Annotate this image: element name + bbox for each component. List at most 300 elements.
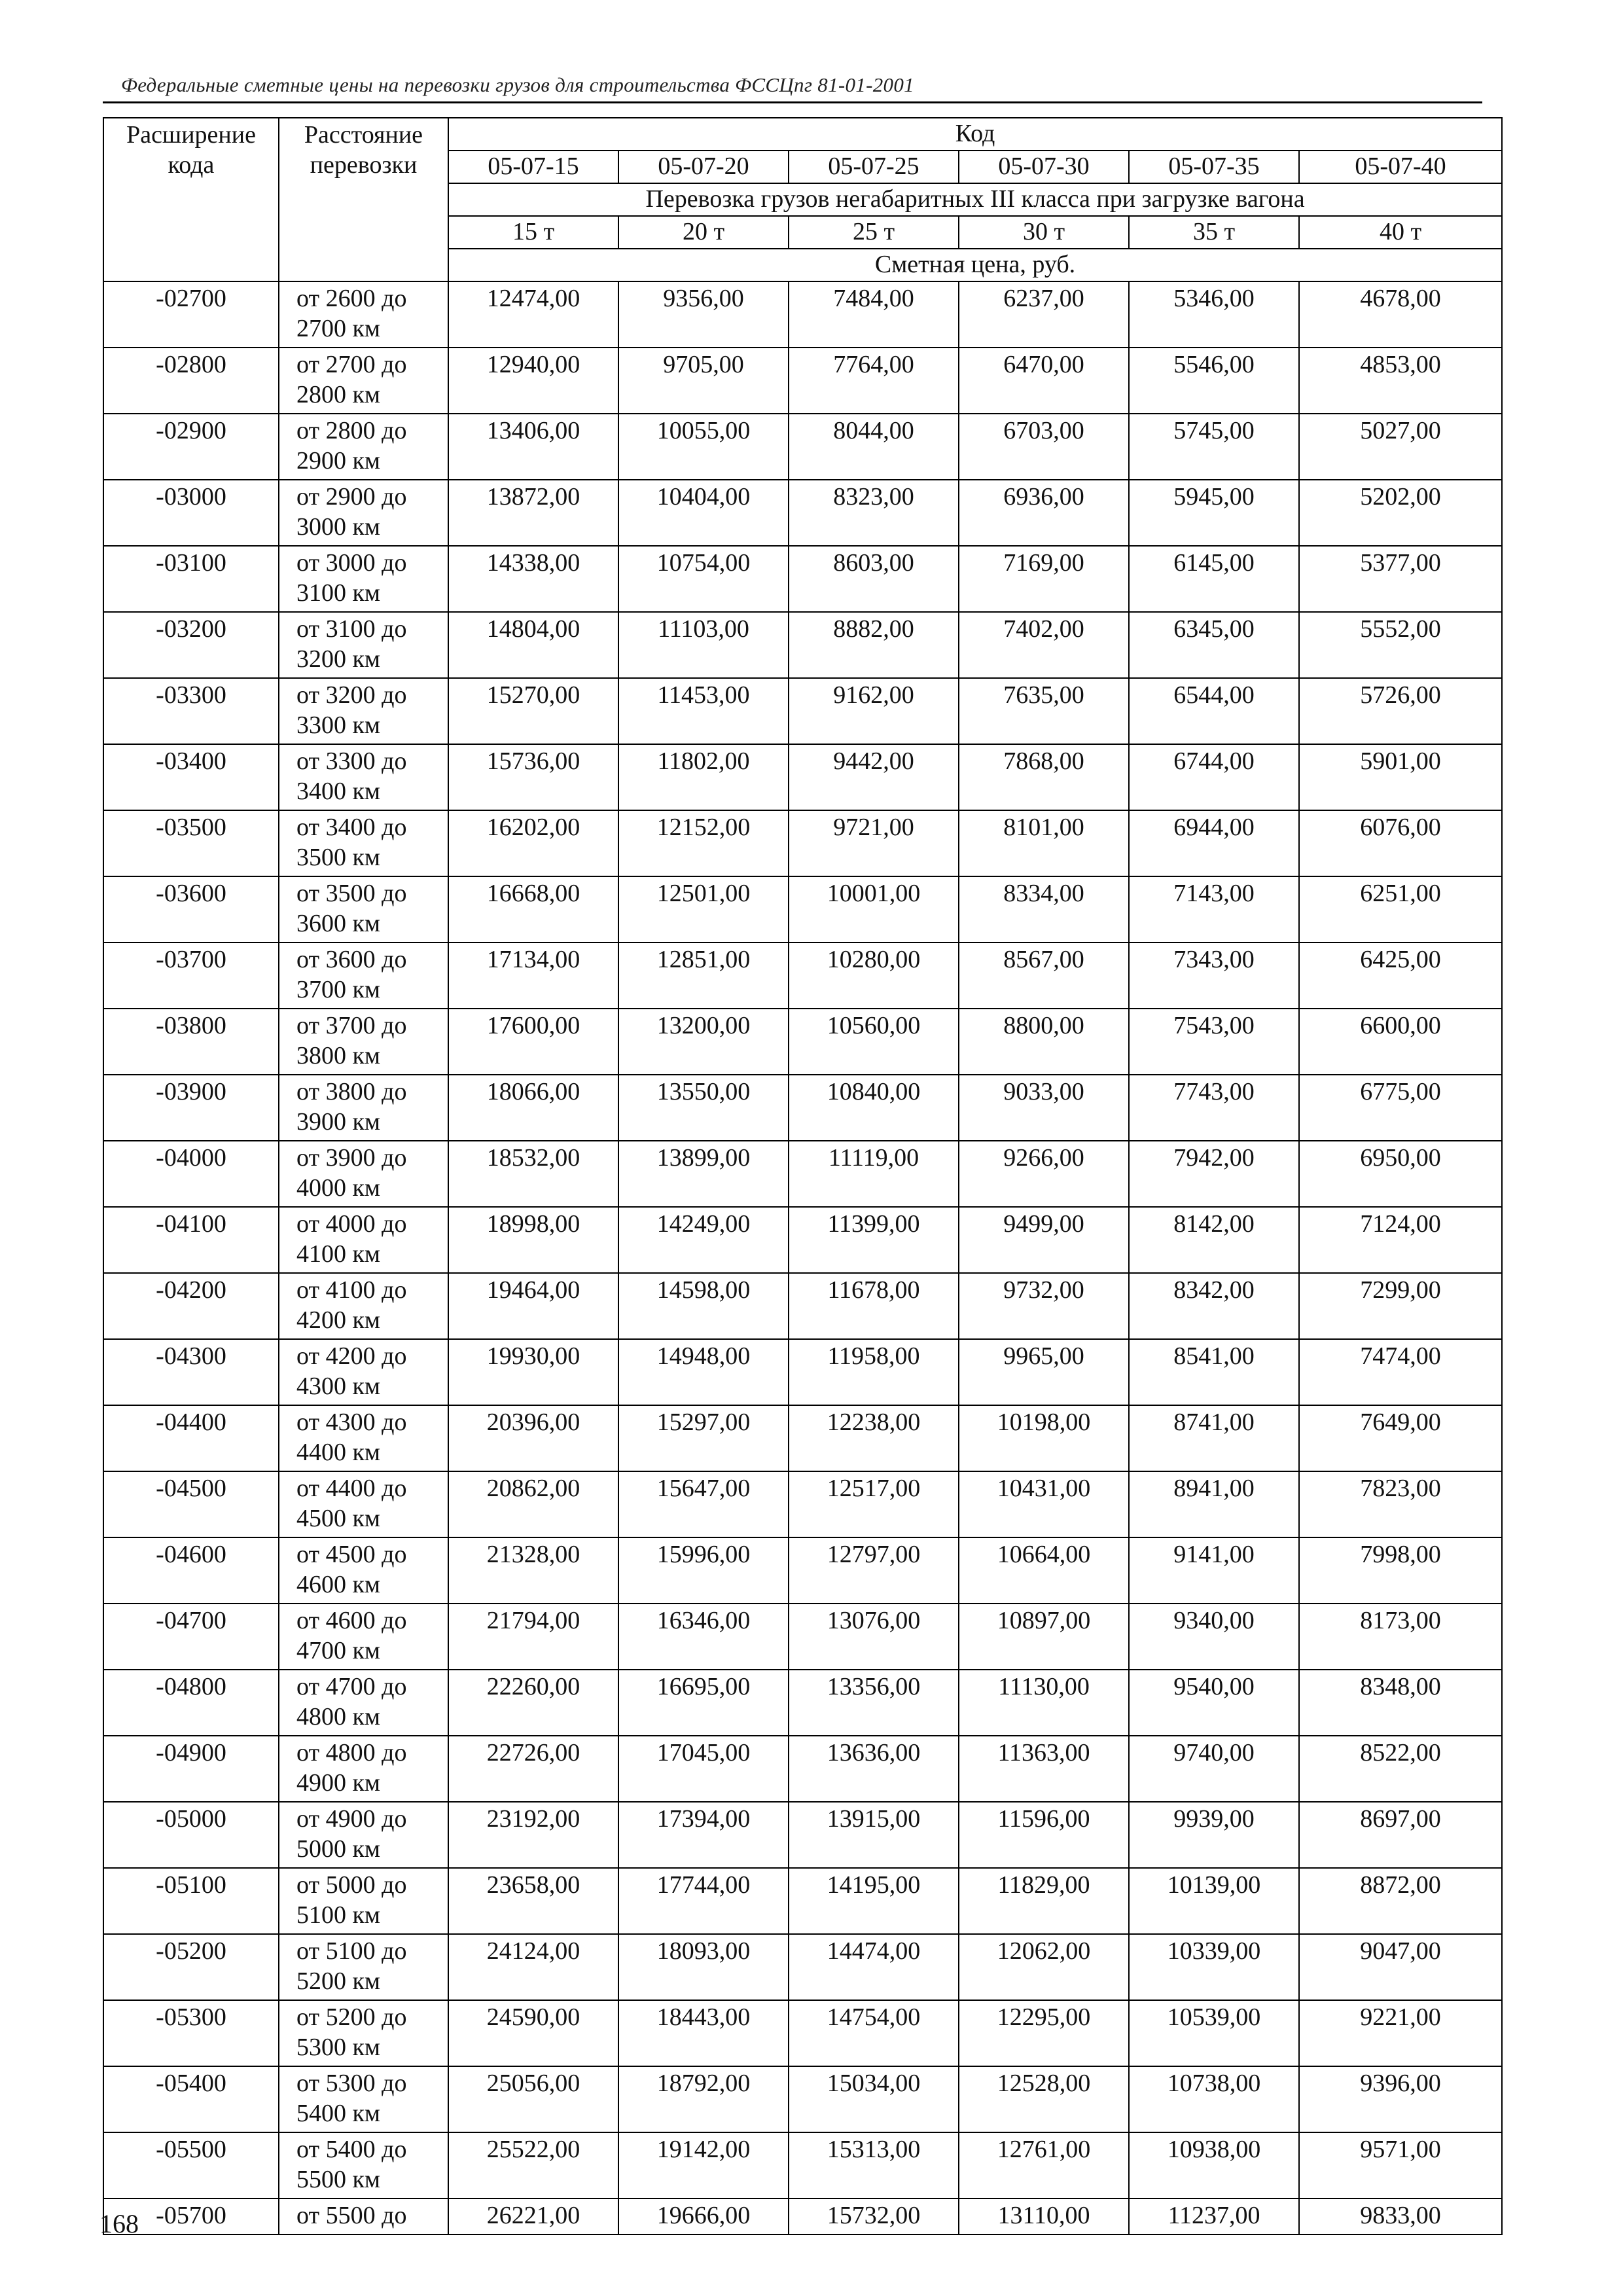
distance-to: 3000 км xyxy=(296,513,381,541)
cell-code-extension: -03100 xyxy=(103,546,279,612)
cell-price: 9356,00 xyxy=(618,281,789,348)
cell-price: 7868,00 xyxy=(959,744,1129,810)
cell-price: 24124,00 xyxy=(448,1934,618,2000)
table-row xyxy=(103,2066,1502,2132)
cell-price: 7942,00 xyxy=(1129,1141,1299,1207)
distance-from: от 3200 до xyxy=(296,681,407,709)
cell-price: 19464,00 xyxy=(448,1273,618,1339)
cell-price: 8872,00 xyxy=(1299,1868,1502,1934)
cell-price: 10897,00 xyxy=(959,1604,1129,1670)
cell-code-extension: -03900 xyxy=(103,1075,279,1141)
cell-distance xyxy=(279,1339,448,1405)
distance-from: от 3000 до xyxy=(296,549,407,577)
cell-price: 8697,00 xyxy=(1299,1802,1502,1868)
cell-price: 13915,00 xyxy=(789,1802,959,1868)
cell-price: 15270,00 xyxy=(448,678,618,744)
cell-price: 15313,00 xyxy=(789,2132,959,2198)
cell-price: 5027,00 xyxy=(1299,414,1502,480)
cell-price: 14754,00 xyxy=(789,2000,959,2066)
cell-price: 24590,00 xyxy=(448,2000,618,2066)
cell-price: 8603,00 xyxy=(789,546,959,612)
cell-code-extension: -05000 xyxy=(103,1802,279,1868)
cell-price: 10280,00 xyxy=(789,942,959,1009)
cell-price: 19930,00 xyxy=(448,1339,618,1405)
cell-price: 7764,00 xyxy=(789,348,959,414)
table-row xyxy=(103,1604,1502,1670)
distance-to: 3700 км xyxy=(296,976,381,1003)
cell-price: 18093,00 xyxy=(618,1934,789,2000)
cell-distance xyxy=(279,1075,448,1141)
table-row xyxy=(103,1009,1502,1075)
cell-price: 9833,00 xyxy=(1299,2198,1502,2234)
cell-distance xyxy=(279,1405,448,1471)
distance-from: от 4400 до xyxy=(296,1475,407,1502)
cell-price: 4853,00 xyxy=(1299,348,1502,414)
cell-price: 9939,00 xyxy=(1129,1802,1299,1868)
table-row xyxy=(103,480,1502,546)
header-load: 25 т xyxy=(789,216,959,249)
cell-code-extension: -05100 xyxy=(103,1868,279,1934)
table-row xyxy=(103,1537,1502,1604)
distance-from: от 2600 до xyxy=(296,285,407,312)
cell-distance xyxy=(279,1604,448,1670)
cell-price: 18443,00 xyxy=(618,2000,789,2066)
cell-code-extension: -05700 xyxy=(103,2198,279,2234)
cell-price: 14338,00 xyxy=(448,546,618,612)
cell-price: 5377,00 xyxy=(1299,546,1502,612)
cell-price: 8101,00 xyxy=(959,810,1129,876)
table-row xyxy=(103,1934,1502,2000)
cell-price: 13899,00 xyxy=(618,1141,789,1207)
cell-price: 9340,00 xyxy=(1129,1604,1299,1670)
table-row xyxy=(103,2132,1502,2198)
cell-price: 21328,00 xyxy=(448,1537,618,1604)
distance-to: 3200 км xyxy=(296,645,381,673)
distance-to: 5500 км xyxy=(296,2166,381,2193)
cell-price: 15297,00 xyxy=(618,1405,789,1471)
table-row xyxy=(103,744,1502,810)
table-row xyxy=(103,1802,1502,1868)
table-row xyxy=(103,1141,1502,1207)
header-cargo-description: Перевозка грузов негабаритных III класса при загрузке вагона xyxy=(448,183,1502,216)
cell-price: 18066,00 xyxy=(448,1075,618,1141)
cell-price: 21794,00 xyxy=(448,1604,618,1670)
cell-price: 22260,00 xyxy=(448,1670,618,1736)
cell-distance xyxy=(279,2198,448,2234)
cell-price: 6936,00 xyxy=(959,480,1129,546)
table-row xyxy=(103,876,1502,942)
cell-price: 13356,00 xyxy=(789,1670,959,1736)
cell-code-extension: -04300 xyxy=(103,1339,279,1405)
cell-price: 10339,00 xyxy=(1129,1934,1299,2000)
distance-from: от 4200 до xyxy=(296,1342,407,1370)
cell-code-extension: -03300 xyxy=(103,678,279,744)
cell-price: 19666,00 xyxy=(618,2198,789,2234)
table-row xyxy=(103,348,1502,414)
price-table xyxy=(103,117,1503,2235)
cell-price: 25056,00 xyxy=(448,2066,618,2132)
cell-code-extension: -02700 xyxy=(103,281,279,348)
cell-price: 6703,00 xyxy=(959,414,1129,480)
table-row xyxy=(103,414,1502,480)
cell-price: 10139,00 xyxy=(1129,1868,1299,1934)
cell-price: 5745,00 xyxy=(1129,414,1299,480)
header-load: 20 т xyxy=(618,216,789,249)
cell-distance xyxy=(279,1273,448,1339)
cell-price: 13550,00 xyxy=(618,1075,789,1141)
cell-price: 11829,00 xyxy=(959,1868,1129,1934)
cell-price: 11958,00 xyxy=(789,1339,959,1405)
cell-distance xyxy=(279,1802,448,1868)
cell-price: 9396,00 xyxy=(1299,2066,1502,2132)
cell-price: 14474,00 xyxy=(789,1934,959,2000)
cell-price: 8541,00 xyxy=(1129,1339,1299,1405)
distance-to: 4600 км xyxy=(296,1571,381,1598)
cell-price: 9965,00 xyxy=(959,1339,1129,1405)
distance-from: от 4500 до xyxy=(296,1541,407,1568)
cell-distance xyxy=(279,876,448,942)
header-code-value: 05-07-20 xyxy=(618,151,789,183)
distance-to: 3500 км xyxy=(296,844,381,871)
cell-distance xyxy=(279,414,448,480)
cell-price: 11363,00 xyxy=(959,1736,1129,1802)
cell-distance xyxy=(279,546,448,612)
distance-to: 2900 км xyxy=(296,447,381,475)
cell-price: 8142,00 xyxy=(1129,1207,1299,1273)
cell-price: 8522,00 xyxy=(1299,1736,1502,1802)
cell-price: 14804,00 xyxy=(448,612,618,678)
cell-code-extension: -05400 xyxy=(103,2066,279,2132)
cell-price: 11678,00 xyxy=(789,1273,959,1339)
cell-price: 6237,00 xyxy=(959,281,1129,348)
cell-code-extension: -04900 xyxy=(103,1736,279,1802)
cell-code-extension: -03800 xyxy=(103,1009,279,1075)
cell-price: 16346,00 xyxy=(618,1604,789,1670)
cell-distance xyxy=(279,2000,448,2066)
cell-price: 13636,00 xyxy=(789,1736,959,1802)
cell-price: 11802,00 xyxy=(618,744,789,810)
table-row xyxy=(103,1736,1502,1802)
cell-price: 20862,00 xyxy=(448,1471,618,1537)
cell-code-extension: -03500 xyxy=(103,810,279,876)
cell-price: 9499,00 xyxy=(959,1207,1129,1273)
distance-to: 5300 км xyxy=(296,2034,381,2061)
cell-price: 17134,00 xyxy=(448,942,618,1009)
distance-to: 4300 км xyxy=(296,1372,381,1400)
cell-price: 16202,00 xyxy=(448,810,618,876)
cell-price: 10738,00 xyxy=(1129,2066,1299,2132)
header-load: 35 т xyxy=(1129,216,1299,249)
cell-price: 11130,00 xyxy=(959,1670,1129,1736)
distance-from: от 4100 до xyxy=(296,1276,407,1304)
cell-price: 6076,00 xyxy=(1299,810,1502,876)
cell-price: 25522,00 xyxy=(448,2132,618,2198)
cell-price: 7343,00 xyxy=(1129,942,1299,1009)
cell-price: 15732,00 xyxy=(789,2198,959,2234)
table-row xyxy=(103,1471,1502,1537)
distance-to: 4700 км xyxy=(296,1637,381,1664)
cell-price: 8882,00 xyxy=(789,612,959,678)
cell-price: 17744,00 xyxy=(618,1868,789,1934)
header-code-extension: Расширение кода xyxy=(103,118,279,281)
table-row xyxy=(103,1405,1502,1471)
distance-to: 2800 км xyxy=(296,381,381,408)
cell-distance xyxy=(279,1670,448,1736)
cell-price: 5901,00 xyxy=(1299,744,1502,810)
table-row xyxy=(103,546,1502,612)
cell-price: 7402,00 xyxy=(959,612,1129,678)
cell-price: 9571,00 xyxy=(1299,2132,1502,2198)
cell-code-extension: -02800 xyxy=(103,348,279,414)
cell-price: 13200,00 xyxy=(618,1009,789,1075)
distance-from: от 5200 до xyxy=(296,2003,407,2031)
cell-distance xyxy=(279,480,448,546)
cell-price: 11596,00 xyxy=(959,1802,1129,1868)
cell-price: 9705,00 xyxy=(618,348,789,414)
cell-price: 13110,00 xyxy=(959,2198,1129,2234)
cell-price: 10001,00 xyxy=(789,876,959,942)
cell-price: 8342,00 xyxy=(1129,1273,1299,1339)
distance-to: 3300 км xyxy=(296,711,381,739)
cell-price: 12501,00 xyxy=(618,876,789,942)
header-code-value: 05-07-25 xyxy=(789,151,959,183)
cell-price: 9721,00 xyxy=(789,810,959,876)
cell-price: 9540,00 xyxy=(1129,1670,1299,1736)
cell-distance xyxy=(279,1471,448,1537)
distance-to: 4900 км xyxy=(296,1769,381,1797)
header-distance: Расстояние перевозки xyxy=(279,118,448,281)
cell-price: 15647,00 xyxy=(618,1471,789,1537)
cell-code-extension: -04200 xyxy=(103,1273,279,1339)
header-code-value: 05-07-35 xyxy=(1129,151,1299,183)
cell-code-extension: -03000 xyxy=(103,480,279,546)
cell-price: 15996,00 xyxy=(618,1537,789,1604)
distance-from: от 2700 до xyxy=(296,351,407,378)
cell-price: 7484,00 xyxy=(789,281,959,348)
cell-price: 5726,00 xyxy=(1299,678,1502,744)
cell-price: 8941,00 xyxy=(1129,1471,1299,1537)
cell-price: 10431,00 xyxy=(959,1471,1129,1537)
cell-price: 6944,00 xyxy=(1129,810,1299,876)
cell-price: 12851,00 xyxy=(618,942,789,1009)
cell-price: 15034,00 xyxy=(789,2066,959,2132)
distance-to: 3600 км xyxy=(296,910,381,937)
cell-price: 13872,00 xyxy=(448,480,618,546)
distance-from: от 2900 до xyxy=(296,483,407,511)
distance-to: 3100 км xyxy=(296,579,381,607)
cell-price: 5552,00 xyxy=(1299,612,1502,678)
cell-price: 6251,00 xyxy=(1299,876,1502,942)
distance-from: от 3500 до xyxy=(296,880,407,907)
cell-price: 12295,00 xyxy=(959,2000,1129,2066)
distance-from: от 3400 до xyxy=(296,814,407,841)
cell-price: 12474,00 xyxy=(448,281,618,348)
distance-to: 3400 км xyxy=(296,778,381,805)
cell-price: 9047,00 xyxy=(1299,1934,1502,2000)
cell-distance xyxy=(279,1736,448,1802)
distance-from: от 4700 до xyxy=(296,1673,407,1700)
distance-from: от 3900 до xyxy=(296,1144,407,1172)
cell-price: 5546,00 xyxy=(1129,348,1299,414)
distance-to: 4400 км xyxy=(296,1439,381,1466)
distance-from: от 3300 до xyxy=(296,747,407,775)
cell-price: 10055,00 xyxy=(618,414,789,480)
distance-from: от 5500 до xyxy=(296,2202,407,2229)
cell-price: 10754,00 xyxy=(618,546,789,612)
cell-price: 11119,00 xyxy=(789,1141,959,1207)
cell-price: 12528,00 xyxy=(959,2066,1129,2132)
table-row xyxy=(103,1075,1502,1141)
cell-price: 9221,00 xyxy=(1299,2000,1502,2066)
cell-price: 11453,00 xyxy=(618,678,789,744)
cell-price: 9266,00 xyxy=(959,1141,1129,1207)
cell-price: 15736,00 xyxy=(448,744,618,810)
distance-from: от 4300 до xyxy=(296,1408,407,1436)
distance-from: от 5400 до xyxy=(296,2136,407,2163)
cell-price: 8334,00 xyxy=(959,876,1129,942)
distance-from: от 5100 до xyxy=(296,1937,407,1965)
distance-to: 4100 км xyxy=(296,1240,381,1268)
cell-price: 6470,00 xyxy=(959,348,1129,414)
distance-from: от 3100 до xyxy=(296,615,407,643)
cell-price: 23658,00 xyxy=(448,1868,618,1934)
cell-price: 12238,00 xyxy=(789,1405,959,1471)
header-code-value: 05-07-15 xyxy=(448,151,618,183)
cell-distance xyxy=(279,1934,448,2000)
cell-distance xyxy=(279,1141,448,1207)
distance-to: 4500 км xyxy=(296,1505,381,1532)
cell-code-extension: -03700 xyxy=(103,942,279,1009)
header-load: 15 т xyxy=(448,216,618,249)
cell-code-extension: -05200 xyxy=(103,1934,279,2000)
cell-price: 23192,00 xyxy=(448,1802,618,1868)
page-number: 168 xyxy=(99,2209,139,2238)
cell-price: 9442,00 xyxy=(789,744,959,810)
cell-price: 5202,00 xyxy=(1299,480,1502,546)
cell-price: 6345,00 xyxy=(1129,612,1299,678)
table-row xyxy=(103,612,1502,678)
cell-price: 10560,00 xyxy=(789,1009,959,1075)
cell-price: 8173,00 xyxy=(1299,1604,1502,1670)
cell-price: 12761,00 xyxy=(959,2132,1129,2198)
cell-price: 9732,00 xyxy=(959,1273,1129,1339)
cell-price: 12517,00 xyxy=(789,1471,959,1537)
distance-to: 5400 км xyxy=(296,2100,381,2127)
cell-price: 10404,00 xyxy=(618,480,789,546)
table-row xyxy=(103,810,1502,876)
cell-price: 6950,00 xyxy=(1299,1141,1502,1207)
distance-from: от 3600 до xyxy=(296,946,407,973)
header-code-value: 05-07-30 xyxy=(959,151,1129,183)
cell-price: 9162,00 xyxy=(789,678,959,744)
cell-price: 4678,00 xyxy=(1299,281,1502,348)
distance-from: от 4800 до xyxy=(296,1739,407,1767)
distance-from: от 5000 до xyxy=(296,1871,407,1899)
header-row-code xyxy=(103,118,1502,151)
cell-price: 5346,00 xyxy=(1129,281,1299,348)
cell-price: 10938,00 xyxy=(1129,2132,1299,2198)
cell-distance xyxy=(279,678,448,744)
cell-price: 10539,00 xyxy=(1129,2000,1299,2066)
cell-price: 22726,00 xyxy=(448,1736,618,1802)
table-body xyxy=(103,281,1502,2234)
cell-price: 13076,00 xyxy=(789,1604,959,1670)
cell-code-extension: -04400 xyxy=(103,1405,279,1471)
header-price-label: Сметная цена, руб. xyxy=(448,249,1502,281)
table-row xyxy=(103,1339,1502,1405)
distance-to: 4200 км xyxy=(296,1306,381,1334)
cell-distance xyxy=(279,612,448,678)
cell-price: 16668,00 xyxy=(448,876,618,942)
distance-to: 3800 км xyxy=(296,1042,381,1069)
cell-price: 8323,00 xyxy=(789,480,959,546)
cell-distance xyxy=(279,744,448,810)
cell-price: 7143,00 xyxy=(1129,876,1299,942)
header-load: 30 т xyxy=(959,216,1129,249)
distance-to: 4000 км xyxy=(296,1174,381,1202)
table-row xyxy=(103,2000,1502,2066)
cell-price: 14598,00 xyxy=(618,1273,789,1339)
cell-price: 7823,00 xyxy=(1299,1471,1502,1537)
cell-price: 7649,00 xyxy=(1299,1405,1502,1471)
cell-price: 7998,00 xyxy=(1299,1537,1502,1604)
cell-price: 11103,00 xyxy=(618,612,789,678)
cell-price: 12152,00 xyxy=(618,810,789,876)
cell-price: 11399,00 xyxy=(789,1207,959,1273)
cell-distance xyxy=(279,2066,448,2132)
cell-code-extension: -04500 xyxy=(103,1471,279,1537)
cell-code-extension: -04600 xyxy=(103,1537,279,1604)
cell-distance xyxy=(279,1009,448,1075)
cell-price: 7743,00 xyxy=(1129,1075,1299,1141)
cell-price: 10198,00 xyxy=(959,1405,1129,1471)
distance-to: 3900 км xyxy=(296,1108,381,1136)
cell-distance xyxy=(279,1207,448,1273)
cell-distance xyxy=(279,281,448,348)
cell-price: 14249,00 xyxy=(618,1207,789,1273)
cell-code-extension: -03200 xyxy=(103,612,279,678)
cell-price: 8741,00 xyxy=(1129,1405,1299,1471)
table-row xyxy=(103,1273,1502,1339)
header-code-value: 05-07-40 xyxy=(1299,151,1502,183)
distance-from: от 4000 до xyxy=(296,1210,407,1238)
cell-price: 17045,00 xyxy=(618,1736,789,1802)
cell-distance xyxy=(279,348,448,414)
cell-distance xyxy=(279,942,448,1009)
distance-from: от 5300 до xyxy=(296,2070,407,2097)
cell-price: 20396,00 xyxy=(448,1405,618,1471)
cell-distance xyxy=(279,2132,448,2198)
table-row xyxy=(103,2198,1502,2234)
cell-code-extension: -04000 xyxy=(103,1141,279,1207)
cell-price: 13406,00 xyxy=(448,414,618,480)
cell-price: 8044,00 xyxy=(789,414,959,480)
cell-price: 9740,00 xyxy=(1129,1736,1299,1802)
cell-price: 6145,00 xyxy=(1129,546,1299,612)
cell-distance xyxy=(279,1868,448,1934)
cell-price: 10664,00 xyxy=(959,1537,1129,1604)
table-row xyxy=(103,1207,1502,1273)
table-row xyxy=(103,942,1502,1009)
cell-price: 7124,00 xyxy=(1299,1207,1502,1273)
cell-code-extension: -05500 xyxy=(103,2132,279,2198)
cell-code-extension: -02900 xyxy=(103,414,279,480)
cell-price: 11237,00 xyxy=(1129,2198,1299,2234)
cell-price: 17394,00 xyxy=(618,1802,789,1868)
header-load: 40 т xyxy=(1299,216,1502,249)
cell-code-extension: -04800 xyxy=(103,1670,279,1736)
cell-price: 9141,00 xyxy=(1129,1537,1299,1604)
